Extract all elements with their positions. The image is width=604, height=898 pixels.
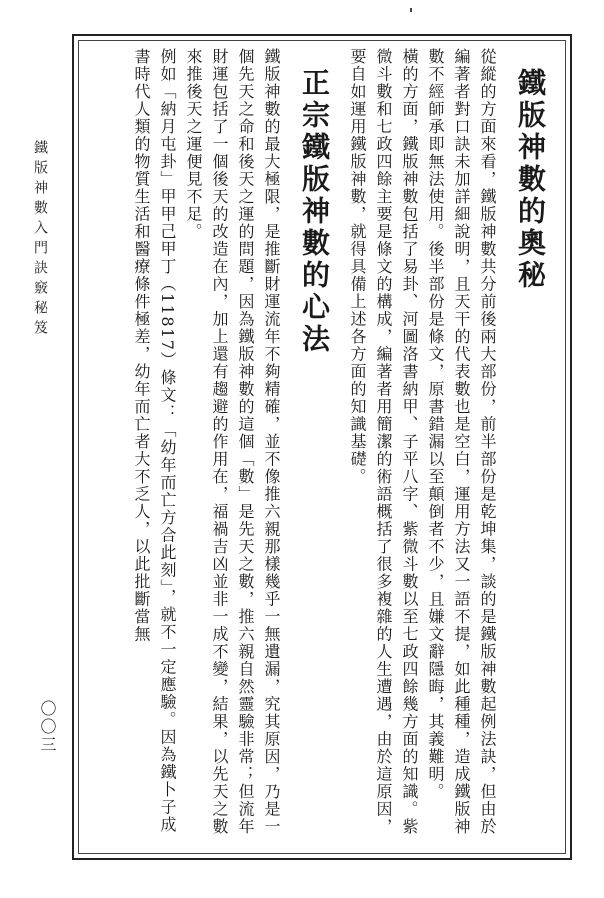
page-content [84, 48, 560, 848]
paragraph-2: 橫的方面，鐵版神數包括了易卦、河圖洛書納甲、子平八字、紫微斗數以至七政四餘幾方面的知識。紫微斗數和七政四餘主要是條文的構成，編著者用簡潔的術語概括了很多複雜的人生遭遇，由於這原因，要自如運用鐵版神數，就得具備上述各方面的知識基礎。 [348, 48, 419, 836]
section-heading-1: 鐵版神數的奧秘 [514, 68, 547, 292]
paragraph-4: 例如「納月屯卦」甲甲己甲丁（11817）條文：「幼年而亡方合此刻」，就不一定應驗。因為鐵卜子成書時代人類的物質生活和醫療條件極差，幼年而亡者大不乏人，以此批斷當無 [132, 48, 177, 834]
page-number: 〇〇三 [38, 700, 57, 754]
paragraph-1: 從縱的方面來看，鐵版神數共分前後兩大部份，前半部份是乾坤集，談的是鐵版神數起例法訣，但由於編著者對口訣未加詳細說明，且天干的代表數也是空白，運用方法又一語不提，如此種種，造成鐵版神數不經師承即無法使用。後半部份是條文，原書錯漏以至顛倒者不少，且嫌文辭隱晦，其義難明。 [426, 48, 497, 836]
scan-mark [410, 8, 412, 12]
section-heading-2: 正宗鐵版神數的心法 [298, 68, 331, 356]
paragraph-3: 鐵版神數的最大極限，是推斷財運流年不夠精確，並不像推六親那樣幾乎一無遺漏，究其原因，乃是一個先天之命和後天之運的問題，因為鐵版神數的這個「數」是先天之數，推六親自然靈驗非常；但流年財運包括了一個後天的改造在內，加上還有趨避的作用在，福禍吉凶並非一成不變，結果，以先天之數來推後天之運便見不足。 [184, 48, 281, 836]
book-title: 鐵版神數入門訣竅秘笈 [32, 140, 48, 340]
